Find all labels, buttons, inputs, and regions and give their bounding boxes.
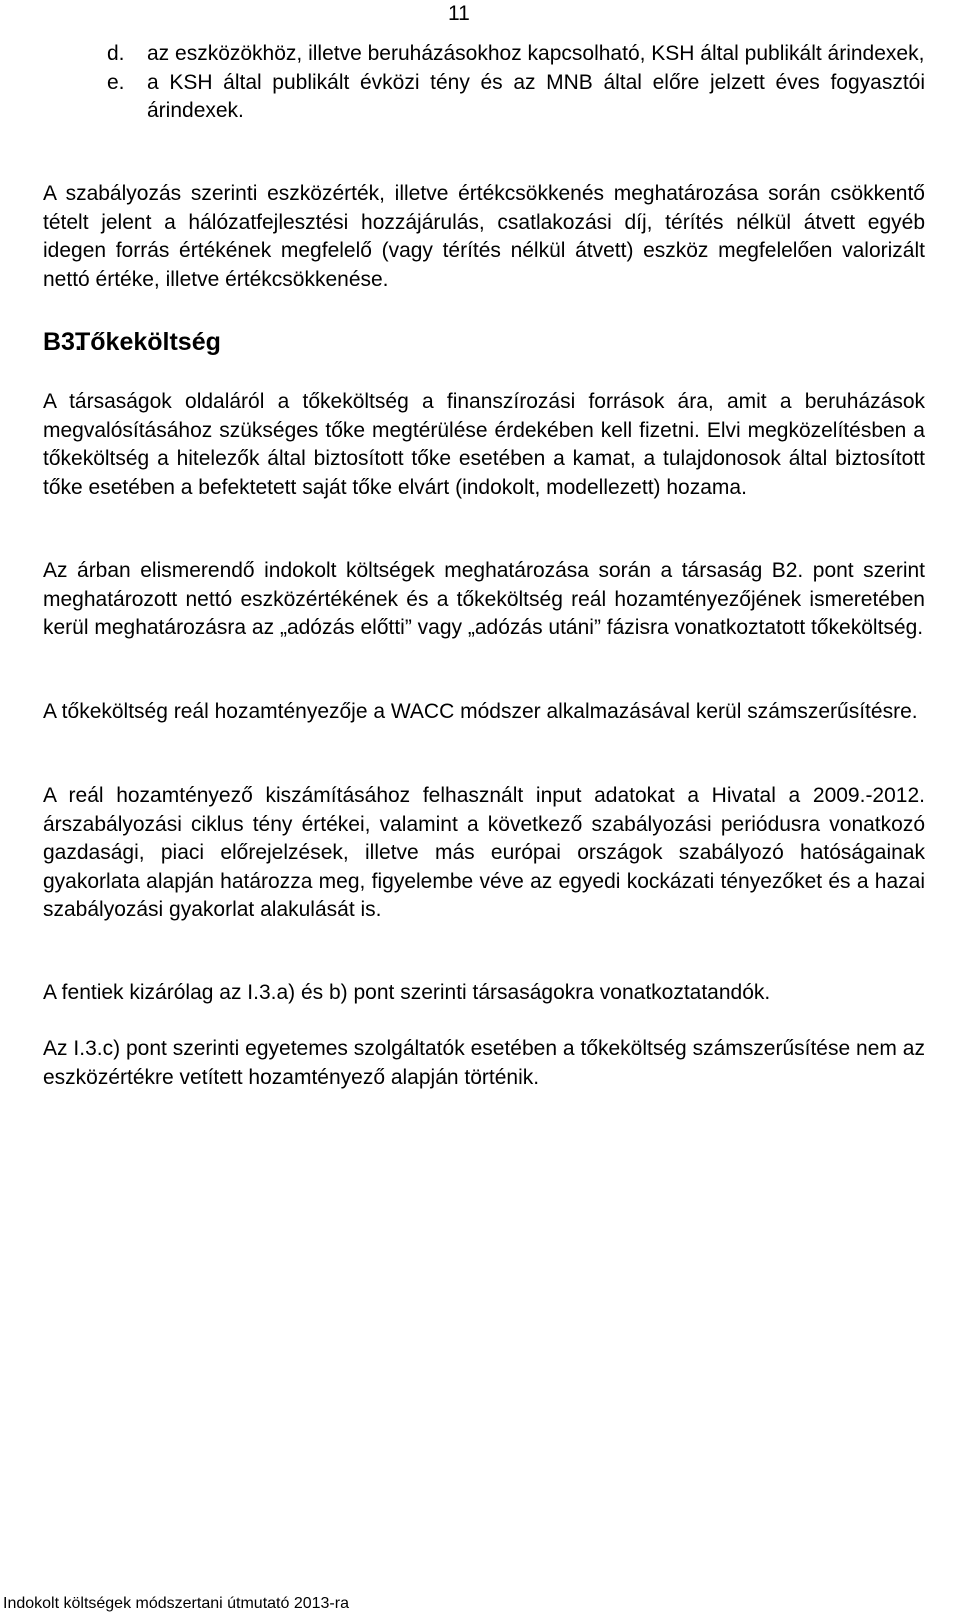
list-marker: e. [107,70,125,94]
paragraph-applicability: A fentiek kizárólag az I.3.a) és b) pont szerinti társaságokra vonatkoztatandók. [43,981,771,1004]
section-number: B3. [43,328,82,356]
section-heading [43,326,221,358]
list-marker: d. [107,42,125,65]
list-item [107,69,925,126]
paragraph-wacc: A tőkeköltség reál hozamtényezője a WACC módszer alkalmazásával kerül számszerűsítésre. [43,700,918,723]
section-title: Tőkeköltség [75,328,221,356]
list-text: az eszközökhöz, illetve beruházásokhoz kapcsolható, KSH által publikált árindexek, [147,42,925,65]
page-footer: Indokolt költségek módszertani útmutató 2013-ra [3,1595,349,1612]
index-list [107,40,925,126]
paragraph-cost-of-capital: A társaságok oldaláról a tőkeköltség a finanszírozási források ára, amit a beruházások megvalósításához szükséges tőke megtérülése érdekében kell fizetni. Elvi megközelítésben a tőkeköltség a hitelezők által biztosított tőke esetében a kamat, a tulajdonosok által biztosított tőke esetében a befektetett saját tőke elvárt (indokolt, modellezett) hozama. [43,390,925,499]
paragraph-universal-providers: Az I.3.c) pont szerinti egyetemes szolgáltatók esetében a tőkeköltség számszerűsítése nem az eszközértékre vetített hozamtényező alapján történik. [43,1037,925,1089]
paragraph-recognized-costs: Az árban elismerendő indokolt költségek meghatározása során a társaság B2. pont szerint meghatározott nettó eszközértékének és a tőkeköltség reál hozamtényezőjének ismeretében kerül meghatározásra az „adózás előtti” vagy „adózás utáni” fázisra vonatkoztatott tőkeköltség. [43,559,925,639]
paragraph-input-data: A reál hozamtényező kiszámításához felhasznált input adatokat a Hivatal a 2009.-2012. árszabályozási ciklus tény értékei, valamint a következő szabályozási periódusra vonatkozó gazdasági, piaci előrejelzések, illetve más európai országok szabályozó hatóságainak gyakorlata alapján határozza meg, figyelembe véve az egyedi kockázati tényezőket és a hazai szabályozási gyakorlat alakulását is. [43,784,925,921]
list-item [107,40,925,69]
page-number: 11 [448,2,470,25]
paragraph-asset-value: A szabályozás szerinti eszközérték, illetve értékcsökkenés meghatározása során csökkentő tételt jelent a hálózatfejlesztési hozzájárulás, csatlakozási díj, térítés nélkül átvett egyéb idegen forrás értékének megfelelő (vagy térítés nélkül átvett) eszköz megfelelően valorizált nettó értéke, illetve értékcsökkenése. [43,182,925,291]
list-text: a KSH által publikált évközi tény és az MNB által előre jelzett éves fogyasztói árindexek. [147,70,925,122]
